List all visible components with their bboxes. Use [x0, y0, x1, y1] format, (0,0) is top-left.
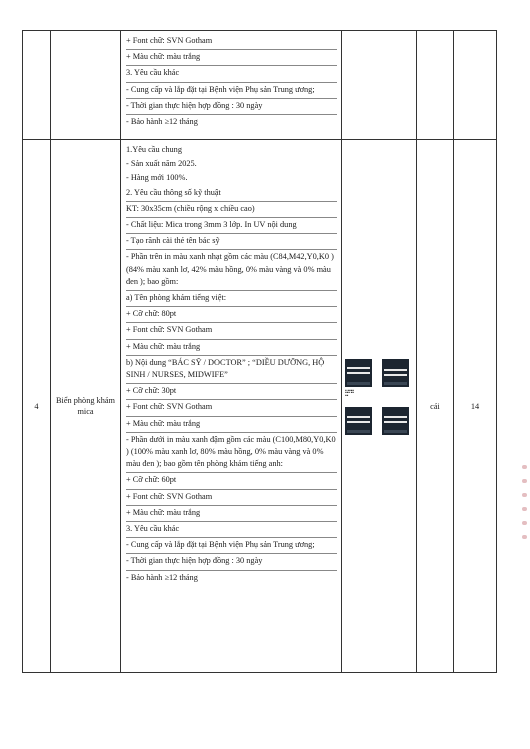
desc-line: - Tạo rãnh cài thẻ tên bác sỹ — [126, 233, 337, 247]
desc-line: - Cung cấp và lắp đặt tại Bệnh viện Phụ sản Trung ương; — [126, 537, 337, 551]
desc-line: - Phần dưới in màu xanh đậm gồm các màu (C100,M80,Y0,K0 ) (100% màu xanh lơ, 80% màu hồng, 0% màu vàng và 0% màu đen ); bao gồm tên phòng khám tiếng anh: — [126, 432, 337, 471]
name-cell: Biển phòng khám mica — [51, 140, 121, 673]
desc-line: + Cỡ chữ: 60pt — [126, 472, 337, 486]
desc-line: - Thời gian thực hiện hợp đồng : 30 ngày — [126, 98, 337, 112]
desc-line: - Chất liệu: Mica trong 3mm 3 lớp. In UV nội dung — [126, 217, 337, 231]
desc-line: + Font chữ: SVN Gotham — [126, 36, 213, 45]
desc-line: + Font chữ: SVN Gotham — [126, 322, 337, 336]
sign-preview-images — [342, 359, 417, 454]
sign-caption: ▪ ▪▪▪▪ ▪▪▪ ▪▪ ▪▪ — [345, 388, 354, 398]
image-cell — [342, 31, 417, 140]
image-cell — [342, 140, 417, 673]
quantity-cell: 14 — [454, 140, 497, 673]
desc-line: + Font chữ: SVN Gotham — [126, 489, 337, 503]
desc-line: - Sản xuất năm 2025. — [126, 159, 197, 169]
desc-line: - Phần trên in màu xanh nhạt gồm các màu (C84,M42,Y0,K0 ) (84% màu xanh lơ, 42% màu hồng, 0% màu vàng và 0% màu đen ); bao gồm: — [126, 249, 337, 288]
name-cell — [51, 31, 121, 140]
desc-line: - Cung cấp và lắp đặt tại Bệnh viện Phụ sản Trung ương; — [126, 82, 337, 96]
desc-line: + Màu chữ: màu trắng — [126, 339, 337, 353]
sign-preview-image — [345, 359, 372, 387]
stt-cell — [23, 31, 51, 140]
desc-line: + Cỡ chữ: 80pt — [126, 306, 337, 320]
desc-line: 3. Yêu cầu khác — [126, 521, 337, 535]
desc-line: KT: 30x35cm (chiều rộng x chiều cao) — [126, 201, 337, 215]
quantity-cell — [454, 31, 497, 140]
sign-preview-image — [345, 407, 372, 435]
sign-preview-image — [382, 407, 409, 435]
desc-line: b) Nội dung “BÁC SỸ / DOCTOR” ; “DIỀU DƯỠNG, HỘ SINH / NURSES, MIDWIFE” — [126, 355, 337, 381]
table-row — [23, 31, 497, 140]
desc-line: - Thời gian thực hiện hợp đồng : 30 ngày — [126, 553, 337, 567]
stt-cell: 4 — [23, 140, 51, 673]
desc-line: - Hàng mới 100%. — [126, 173, 188, 183]
specification-table — [22, 30, 497, 673]
description-cell — [121, 140, 342, 673]
desc-line: + Màu chữ: màu trắng — [126, 49, 337, 63]
desc-line: - Bảo hành ≥12 tháng — [126, 570, 337, 584]
description-cell — [121, 31, 342, 140]
desc-line: 3. Yêu cầu khác — [126, 65, 337, 79]
desc-line: 1.Yêu cầu chung — [126, 145, 182, 154]
desc-line: + Màu chữ: màu trắng — [126, 416, 337, 430]
desc-line: + Màu chữ: màu trắng — [126, 505, 337, 519]
desc-line: + Font chữ: SVN Gotham — [126, 399, 337, 413]
desc-line: 2. Yêu cầu thông số kỹ thuật — [126, 187, 221, 197]
desc-line: + Cỡ chữ: 30pt — [126, 383, 337, 397]
desc-line: - Bảo hành ≥12 tháng — [126, 114, 337, 128]
sign-preview-image — [382, 359, 409, 387]
unit-cell: cái — [417, 140, 454, 673]
desc-line: a) Tên phòng khám tiếng việt: — [126, 290, 337, 304]
seal-mark — [520, 455, 528, 575]
unit-cell — [417, 31, 454, 140]
table-row — [23, 140, 497, 673]
